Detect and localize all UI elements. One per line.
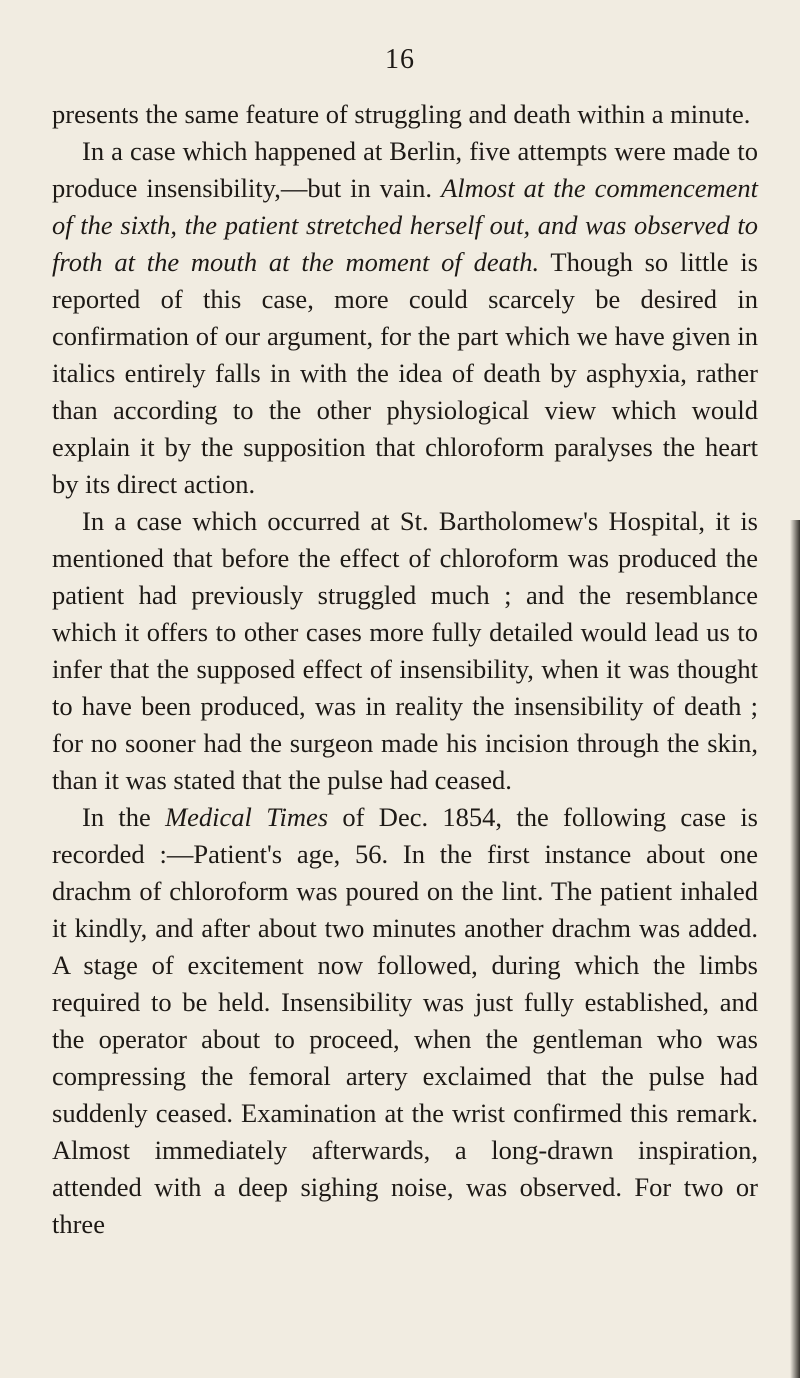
paragraph-2-italic-quote: Almost at the commencement of the sixth, the patient stretched herself out, and was observed to froth at the mouth at the moment of death. <box>52 173 759 277</box>
journal-title: Medical Times <box>165 802 329 832</box>
page-edge-shadow <box>790 520 800 1378</box>
paragraph-2 <box>52 133 758 503</box>
paragraph-4 <box>52 799 758 1243</box>
page-number: 16 <box>385 44 415 75</box>
paragraph-2-text-a: In a case which happened at Berlin, five attempts were made to produce insensibility,—but in vain. <box>52 136 758 203</box>
paragraph-1 <box>52 96 758 133</box>
paragraph-3-text: In a case which occurred at St. Bartholomew's Hospital, it is mentioned that before the effect of chloroform was produced the patient had previously struggled much ; and the resemblance which it offers to other cases more fully detailed would lead us to infer that the supposed effect of insensibility, when it was thought to have been produced, was in reality the insensibility of death ; for no sooner had the surgeon made his incision through the skin, than it was stated that the pulse had ceased. <box>52 506 758 795</box>
paragraph-2-text-b: Though so little is reported of this case, more could scarcely be desired in confirmation of our argument, for the part which we have given in italics entirely falls in with the idea of death by asphyxia, rather than according to the other physiological view which would explain it by the supposition that chloroform paralyses the heart by its direct action. <box>52 247 758 499</box>
paragraph-1-text: presents the same feature of struggling and death within a minute. <box>52 99 751 129</box>
body-text <box>52 96 758 1243</box>
paragraph-4-text-b: of Dec. 1854, the following case is recorded :—Patient's age, 56. In the first instance about one drachm of chloroform was poured on the lint. The patient inhaled it kindly, and after about two minutes another drachm was added. A stage of excitement now followed, during which the limbs required to be held. Insensibility was just fully established, and the operator about to proceed, when the gentleman who was compressing the femoral artery exclaimed that the pulse had suddenly ceased. Examination at the wrist confirmed this remark. Almost immediately afterwards, a long-drawn inspiration, attended with a deep sighing noise, was observed. For two or three <box>52 802 758 1239</box>
paragraph-3 <box>52 503 758 799</box>
paragraph-4-text-a: In the <box>82 802 166 832</box>
